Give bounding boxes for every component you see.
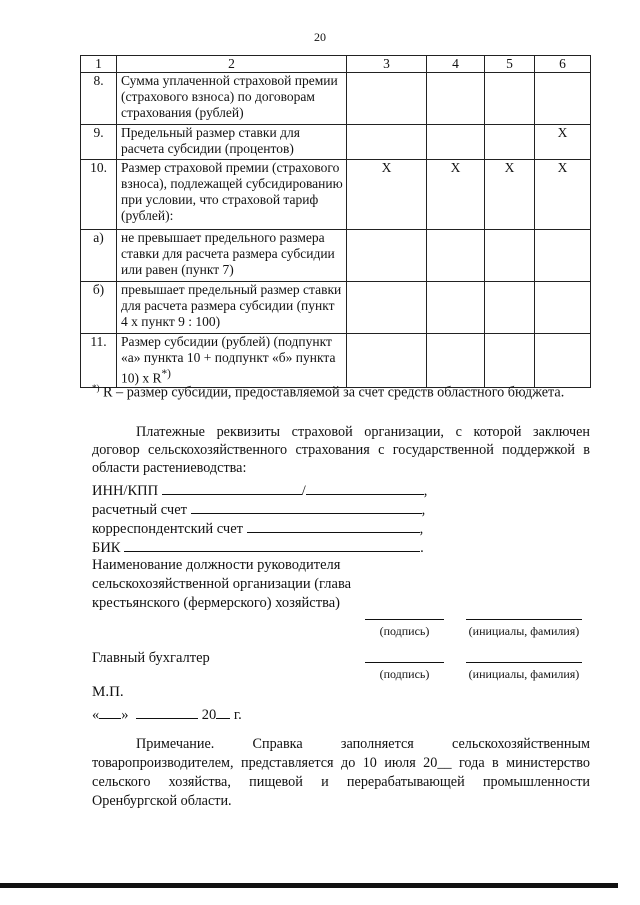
bik-input[interactable]	[124, 537, 420, 552]
accountant-initials-caption: (инициалы, фамилия)	[468, 667, 580, 681]
row-number: 8.	[81, 73, 117, 125]
cell-col4: X	[427, 160, 485, 230]
accountant-signature-caption: (подпись)	[379, 667, 430, 681]
row-description: не превышает предельного размера ставки для расчета размера субсидии или равен (пункт 7)	[117, 230, 347, 282]
bik-row	[92, 537, 424, 555]
head-signature-line[interactable]	[365, 618, 444, 620]
cell-col5	[485, 125, 535, 160]
year-input[interactable]	[216, 704, 230, 719]
bottom-rule	[0, 883, 618, 888]
row-description-text: Размер субсидии (рублей) (подпункт «а» пункта 10 + подпункт «б» пункта 10) х R	[121, 334, 336, 386]
bik-label: БИК	[92, 540, 121, 556]
cell-col5	[485, 230, 535, 282]
row-description: Сумма уплаченной страховой премии (страхового взноса) по договорам страхования (рублей)	[117, 73, 347, 125]
table-row	[81, 73, 591, 125]
row-number: 9.	[81, 125, 117, 160]
footnote	[92, 379, 590, 403]
cell-col5: X	[485, 160, 535, 230]
subsidy-table	[80, 55, 591, 388]
day-input[interactable]	[99, 704, 121, 719]
cell-col3	[347, 282, 427, 334]
cell-col3	[347, 125, 427, 160]
comma: ,	[423, 483, 428, 499]
table-header-row	[81, 56, 591, 73]
table-row	[81, 160, 591, 230]
column-header: 6	[535, 56, 591, 73]
close-quote: »	[121, 707, 129, 723]
row-number: а)	[81, 230, 117, 282]
date-line	[92, 704, 242, 724]
cell-col5	[485, 282, 535, 334]
chief-accountant-label: Главный бухгалтер	[92, 650, 210, 666]
stamp-place: М.П.	[92, 684, 124, 700]
year-suffix: г.	[233, 707, 242, 723]
row-number: 10.	[81, 160, 117, 230]
cell-col4	[427, 125, 485, 160]
head-initials-line[interactable]	[466, 618, 582, 620]
note-paragraph: Примечание. Справка заполняется сельскохозяйственным товаропроизводителем, представляется до 10 июля 20__ года в министерство сельского хозяйства, пищевой и перерабатывающей промышленности Оренбургской области.	[92, 736, 590, 809]
corr-account-row	[92, 518, 423, 536]
inn-kpp-label: ИНН/КПП	[92, 483, 159, 499]
year-prefix: 20	[201, 707, 217, 723]
cell-col4	[427, 282, 485, 334]
table-row	[81, 282, 591, 334]
accountant-signature-line[interactable]	[365, 661, 444, 663]
comma: ,	[419, 521, 424, 537]
cell-col6	[535, 230, 591, 282]
cell-col3	[347, 73, 427, 125]
slash: /	[301, 483, 306, 499]
head-initials-caption: (инициалы, фамилия)	[468, 624, 580, 638]
row-number: б)	[81, 282, 117, 334]
cell-col6	[535, 73, 591, 125]
row-description: превышает предельный размер ставки для расчета размера субсидии (пункт 4 х пункт 9 : 100)	[117, 282, 347, 334]
cell-col4	[427, 230, 485, 282]
row-description: Размер страховой премии (страхового взноса), подлежащей субсидированию при условии, что страховой тариф (рублей):	[117, 160, 347, 230]
inn-input[interactable]	[162, 480, 302, 495]
open-quote: «	[92, 707, 100, 723]
account-row	[92, 499, 425, 517]
cell-col3: X	[347, 160, 427, 230]
column-header: 4	[427, 56, 485, 73]
cell-col4	[427, 73, 485, 125]
table-row	[81, 230, 591, 282]
head-signature-caption: (подпись)	[379, 624, 430, 638]
column-header: 5	[485, 56, 535, 73]
cell-col6	[535, 282, 591, 334]
row-description: Предельный размер ставки для расчета субсидии (процентов)	[117, 125, 347, 160]
table-row	[81, 125, 591, 160]
account-label: расчетный счет	[92, 502, 187, 518]
column-header: 3	[347, 56, 427, 73]
month-input[interactable]	[136, 704, 198, 719]
kpp-input[interactable]	[306, 480, 424, 495]
cell-col6: X	[535, 125, 591, 160]
footnote-text: R – размер субсидии, предоставляемой за счет средств областного бюджета.	[99, 384, 565, 401]
column-header: 1	[81, 56, 117, 73]
cell-col5	[485, 73, 535, 125]
corr-account-input[interactable]	[247, 518, 420, 533]
row-number: 11.	[81, 334, 117, 388]
cell-col6: X	[535, 160, 591, 230]
accountant-initials-line[interactable]	[466, 661, 582, 663]
payment-paragraph: Платежные реквизиты страховой организации, с которой заключен договор сельскохозяйственного страхования с государственной поддержкой в области растениеводства:	[92, 424, 590, 476]
column-header: 2	[117, 56, 347, 73]
footnote-ref: *)	[161, 368, 171, 380]
cell-col3	[347, 230, 427, 282]
account-input[interactable]	[191, 499, 422, 514]
head-title-label: Наименование должности руководителя сельскохозяйственной организации (глава крестьянского (фермерского) хозяйства)	[92, 557, 352, 611]
period: .	[420, 540, 424, 556]
footnote-mark: *)	[92, 383, 100, 393]
corr-account-label: корреспондентский счет	[92, 521, 243, 537]
inn-kpp-row	[92, 480, 427, 498]
page-number: 20	[314, 30, 326, 44]
comma: ,	[421, 502, 426, 518]
